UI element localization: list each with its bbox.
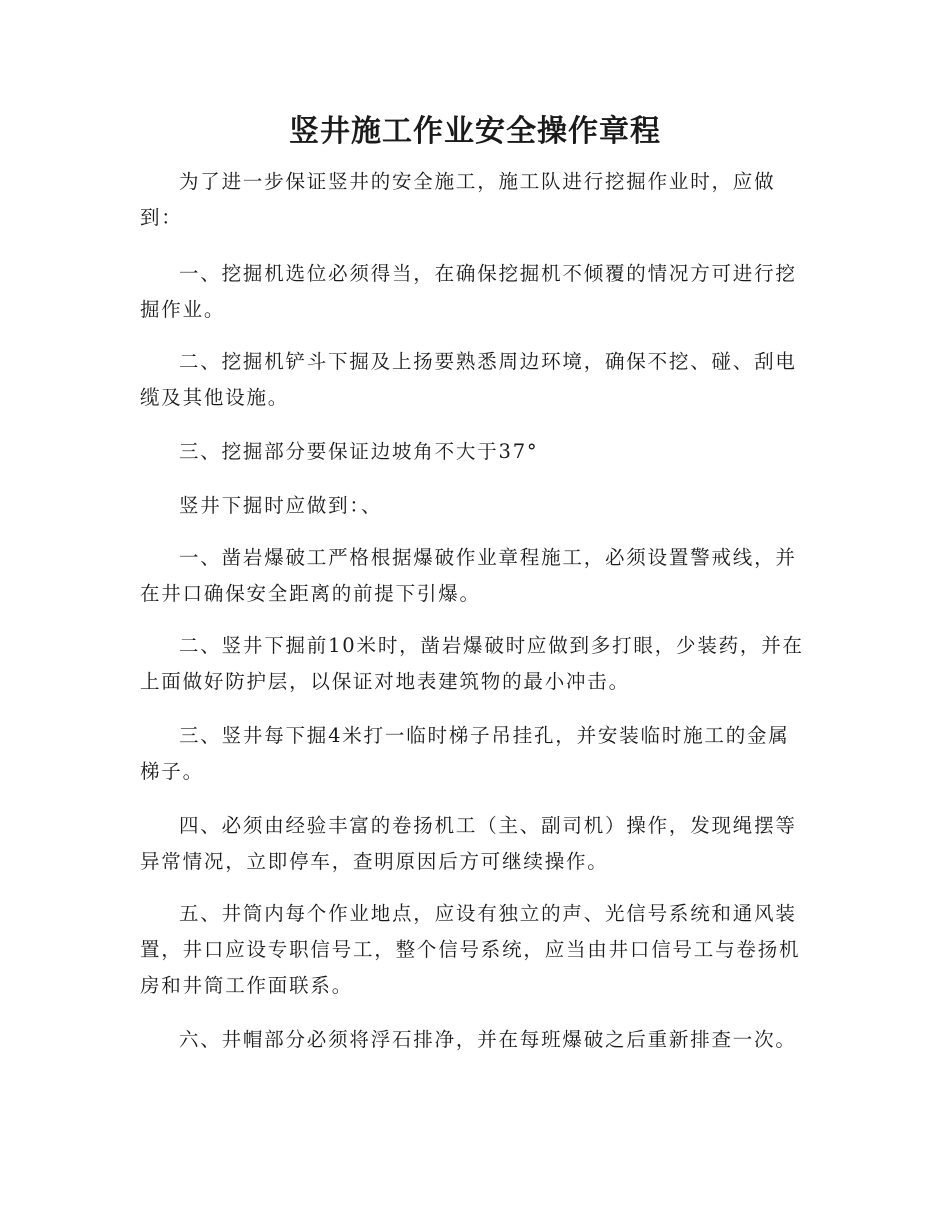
paragraph-shaft-4: 四、必须由经验丰富的卷扬机工（主、副司机）操作，发现绳摆等异常情况，立即停车，查明原因后方可继续操作。	[140, 814, 797, 873]
paragraph-excavation-1: 一、挖掘机选位必须得当，在确保挖掘机不倾覆的情况方可进行挖掘作业。	[140, 262, 797, 321]
paragraph-shaft-heading: 竖井下掘时应做到：、	[179, 494, 383, 517]
paragraph-shaft-6: 六、井帽部分必须将浮石排净，并在每班爆破之后重新排查一次。	[179, 1028, 797, 1051]
document-title: 竖井施工作业安全操作章程	[289, 114, 661, 149]
paragraph-excavation-3: 三、挖掘部分要保证边坡角不大于37°	[179, 440, 539, 463]
paragraph-excavation-2: 二、挖掘机铲斗下掘及上扬要熟悉周边环境，确保不挖、碰、刮电缆及其他设施。	[140, 350, 797, 409]
paragraph-shaft-5: 五、井筒内每个作业地点，应设有独立的声、光信号系统和通风装置，井口应设专职信号工，整个信号系统，应当由井口信号工与卷扬机房和井筒工作面联系。	[140, 902, 801, 997]
paragraph-shaft-2: 二、竖井下掘前10米时，凿岩爆破时应做到多打眼，少装药，并在上面做好防护层，以保证对地表建筑物的最小冲击。	[140, 634, 804, 693]
paragraph-shaft-3: 三、竖井每下掘4米打一临时梯子吊挂孔，并安装临时施工的金属梯子。	[140, 724, 790, 783]
paragraph-intro: 为了进一步保证竖井的安全施工，施工队进行挖掘作业时，应做到：	[140, 170, 776, 229]
paragraph-shaft-1: 一、凿岩爆破工严格根据爆破作业章程施工，必须设置警戒线，并在井口确保安全距离的前提下引爆。	[140, 546, 797, 605]
